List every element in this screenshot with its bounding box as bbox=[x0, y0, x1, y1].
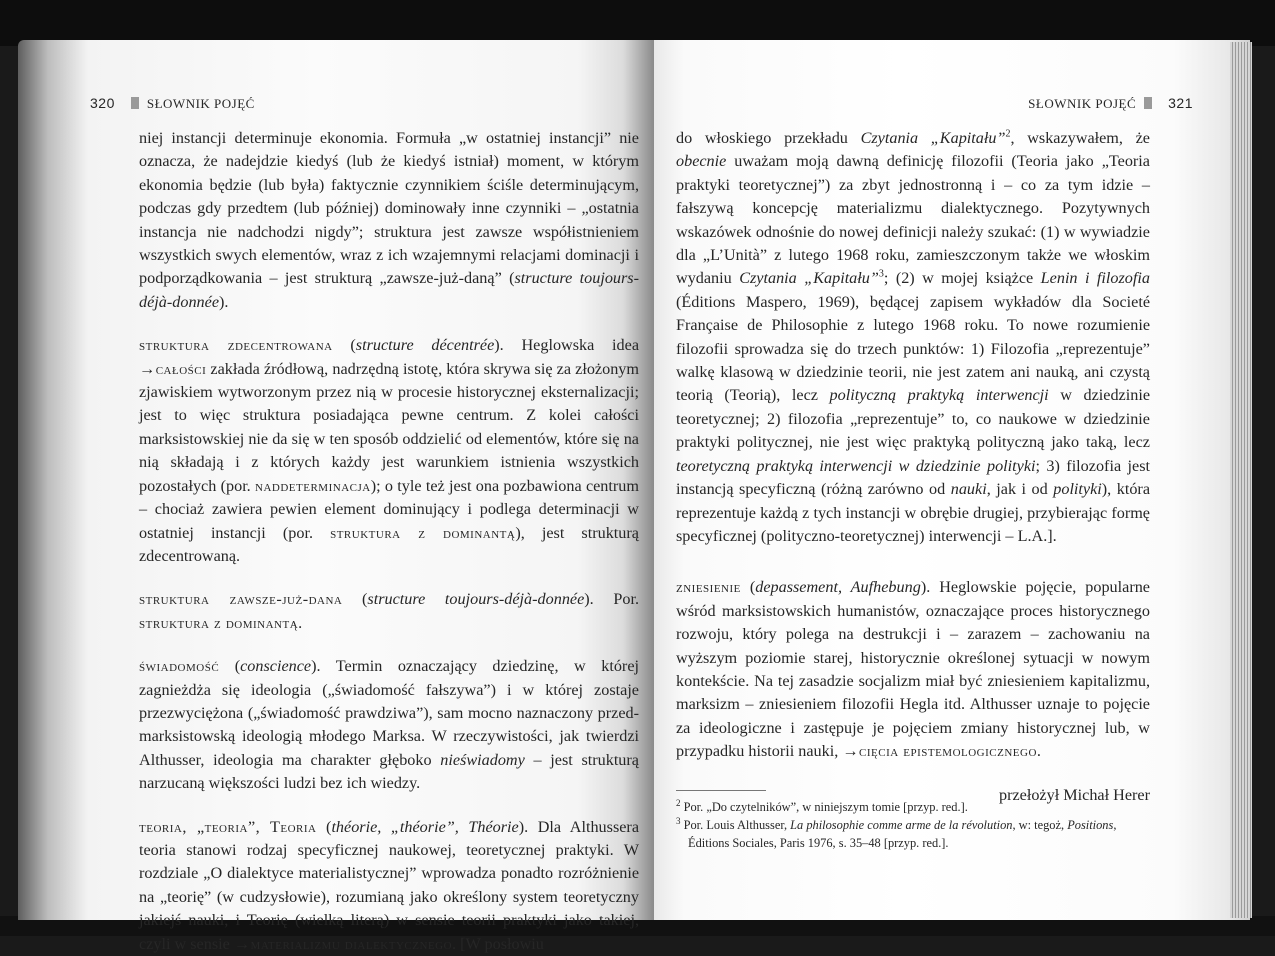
left-page bbox=[18, 40, 654, 953]
footnote-marker: 2 bbox=[1005, 128, 1011, 140]
text-run: ). bbox=[219, 292, 229, 311]
text-run: . [W posłowiu bbox=[452, 934, 544, 953]
italic-run: nieświadomy bbox=[440, 750, 525, 769]
entry-term: struktura zdecentrowana bbox=[139, 336, 333, 355]
text-run: zakłada źródłową, nadrzędną istotę, która skrywa się za złożonym zjawiskiem wytworzonym przez nią w procesie historycznej eksternalizacji; jest to więc struktura posiadająca pewne centrum. Z kolei całości marksistowskiej nie da się w ten sposób oddzielić od elementów, które się na nią składają i z których każdy jest warunkiem istnienia wszystkich pozostałych (por. bbox=[139, 359, 639, 495]
text-run: (Éditions Maspero, 1969), będącej zapisem wykładów dla Societé Française de Philosophie z lutego 1968 roku. To nowe rozumienie filozofii sprowadza się do trzech punktów: 1) Filozofia „reprezentuje” walkę klasową w dziedzinie teorii, nie jest zatem ani nauką, ani czystą teorią (Teorią), lecz bbox=[676, 292, 1150, 405]
entry-term: struktura zawsze-już-dana bbox=[139, 590, 343, 609]
italic-run: depassement, Aufhebung bbox=[755, 578, 921, 597]
italic-run: obecnie bbox=[676, 152, 727, 171]
footnote-marker: 3 bbox=[878, 269, 884, 281]
paragraph-continued bbox=[676, 127, 1150, 548]
left-text-column bbox=[139, 127, 639, 956]
entry-term: teoria, „teoria”, bbox=[139, 817, 261, 836]
entry-struktura-zawsze-juz-dana bbox=[139, 588, 639, 635]
translator-credit: przełożył Michał Herer bbox=[998, 785, 1150, 804]
italic-run: Czytania „Kapitału” bbox=[860, 129, 1006, 147]
text-run: ( bbox=[219, 657, 241, 676]
text-run: uważam moją dawną definicję filozofii (Teoria jako „Teoria praktyki teoretycznej”) za zbyt jednostronną i – co za tym idzie – fałszywą koncepcję materializmu dialektycznego. Pozytywnych wskazówek odnośnie do nowej definicji należy szukać: (1) w wywiadzie dla „L’Unità” z lutego 1968 roku, zamieszczonym także we włoskim wydaniu bbox=[676, 152, 1150, 288]
text-run: ); o tyle też jest ona pozbawiona centrum – chociaż zawiera pewien element dominujący i podlega determinacji w ostatniej instancji (por. bbox=[139, 476, 639, 542]
left-running-header bbox=[90, 95, 255, 112]
footnote-text: Por. Louis Althusser, bbox=[680, 818, 791, 832]
header-square-ornament bbox=[1144, 97, 1152, 109]
footnote-number: 3 bbox=[676, 815, 681, 826]
text-run: ( bbox=[332, 336, 356, 355]
right-page bbox=[654, 40, 1250, 920]
cross-reference: struktura z dominantą. bbox=[139, 613, 303, 632]
entry-term: Teoria bbox=[260, 817, 317, 836]
footnote-text: Por. „Do czytelników”, w niniejszym tomie [przyp. red.]. bbox=[680, 800, 968, 814]
text-run: ). Dla Althussera teoria stanowi rodzaj specyficznej naukowej, teoretycznej praktyki. W rozdziale „O dialektyce materialistycznej” wprowadza ponadto rozróżnienie na „teorię” (w cudzysłowie), rozumianą jako określony system teoretyczny jakiejś nauki, i Teorię (wielką literą) w sensie teorii praktyki jako takiej, czyli w sensie bbox=[139, 817, 640, 953]
italic-run: structure toujours-déjà-donnée bbox=[367, 590, 585, 609]
text-run: ). Heglowska idea bbox=[494, 336, 640, 355]
entry-swiadomosc bbox=[139, 655, 639, 795]
italic-run: Positions bbox=[1067, 818, 1114, 832]
entry-struktura-zdecentrowana bbox=[139, 334, 639, 568]
text-run: ( bbox=[342, 590, 368, 609]
footnotes bbox=[676, 798, 1150, 852]
header-square-ornament bbox=[131, 97, 139, 109]
italic-run: teoretyczną praktyką interwencji w dziedzinie polityki bbox=[676, 456, 1036, 475]
text-run: ). Termin oznaczający dziedzinę, w której zagnieżdża się ideologia („świadomość fałszywa”) i w której zostaje przezwyciężona („świadomość prawdziwa”), sam mocno naznaczony przed-marksistowską ideologią młodego Marksa. W rzeczywistości, jak twierdzi Althusser, ideologia ma charakter głęboko bbox=[139, 657, 639, 769]
text-run: ), która reprezentuje każdą z tych instancji w obrębie drugiej, przybierając formę specyficznej (polityczno-teoretycznej) interwencji – L.A.]. bbox=[676, 480, 1151, 545]
italic-run: structure décentrée bbox=[355, 336, 495, 355]
text-run: w dziedzinie teoretycznej; 2) filozofia „reprezentuje” to, co naukowe w dziedzinie praktyki politycznej, nie jest więc praktyką polityczną jako taką, lecz bbox=[676, 386, 1151, 452]
footnote-text: , Éditions Sociales, Paris 1976, s. 35–48 [przyp. red.]. bbox=[688, 818, 1117, 850]
right-page-number: 321 bbox=[1168, 95, 1193, 111]
cross-reference: →cięcia epistemologicznego bbox=[842, 742, 1037, 761]
cross-reference: →całości bbox=[139, 359, 207, 378]
entry-zniesienie bbox=[676, 576, 1150, 763]
left-page-number: 320 bbox=[90, 95, 115, 111]
cross-reference: naddeterminacja bbox=[255, 476, 371, 495]
text-run: niej instancji determinuje ekonomia. Formuła „w ostatniej instancji” nie oznacza, że nadejdzie kiedyś (lub że kiedyś istniał) moment, w którym ekonomia będzie (lub była) faktycznie czynnikiem ściśle determinującym, podczas gdy przedtem (lub później) dominowały inne czynniki – „ostatnia instancja nie nadchodzi nigdy”; struktura jest zawsze współistnieniem wszystkich swych elementów, wraz z ich wzajemnymi relacjami dominacji i podporządkowania – jest strukturą „zawsze-już-daną” ( bbox=[139, 129, 639, 288]
entry-term: zniesienie bbox=[676, 578, 741, 597]
italic-run: Czytania „Kapitału” bbox=[739, 269, 879, 288]
text-run: , wskazywałem, że bbox=[1010, 129, 1150, 147]
italic-run: polityki bbox=[1053, 480, 1102, 499]
italic-run: structure toujours-déjà-donnée bbox=[139, 269, 639, 311]
text-run: ), jest strukturą zdecentrowaną. bbox=[139, 523, 639, 565]
text-run: do włoskiego przekładu bbox=[676, 129, 861, 147]
footnote-text: , w: tegoż, bbox=[1012, 818, 1068, 832]
right-running-head: SŁOWNIK POJĘĆ bbox=[1028, 96, 1137, 111]
entry-term: świadomość bbox=[139, 657, 220, 676]
text-run: ). Heglowskie pojęcie, popularne wśród marksistowskich humanistów, oznaczające proces historycznego rozwoju, który polega na destrukcji i – zarazem – zachowaniu na wyższym poziomie starej, historycznie określonej sytuacji w nowym kontekście. Na tej zasadzie socjalizm miał być zniesieniem kapitalizmu, marksizm – zniesieniem filozofii Hegla itd. Althusser uznaje to pojęcie za ideologiczne i zastępuje je pojęciem zmiany historycznej lub, w przypadku historii nauki, bbox=[676, 578, 1150, 761]
italic-run: polityczną praktyką interwencji bbox=[829, 386, 1049, 405]
cross-reference: →materializmu dialektycznego bbox=[233, 934, 453, 953]
footnote-3 bbox=[676, 816, 1150, 852]
italic-run: Lenin i filozofia bbox=[1040, 269, 1150, 288]
italic-run: conscience bbox=[240, 657, 312, 676]
italic-run: La philosophie comme arme de la révolution bbox=[790, 818, 1013, 832]
italic-run: théorie, „théorie”, Théorie bbox=[331, 817, 519, 836]
text-run: ( bbox=[316, 817, 332, 836]
text-run: , jak i od bbox=[986, 480, 1054, 499]
book-page-edges bbox=[1230, 42, 1252, 918]
cross-reference: struktura z dominantą bbox=[330, 523, 516, 542]
text-run: ). Por. bbox=[584, 590, 640, 609]
footnote-2 bbox=[676, 798, 1150, 816]
italic-run: nauki bbox=[950, 480, 987, 499]
text-run: . bbox=[1036, 742, 1041, 761]
footnote-rule bbox=[676, 790, 766, 791]
text-run: ; 3) filozofia jest instancją specyficzną (różną zarówno od bbox=[676, 456, 1151, 499]
text-run: – jest strukturą narzucaną większości ludzi bez ich wiedzy. bbox=[139, 750, 639, 793]
right-text-column bbox=[676, 127, 1150, 807]
right-running-header bbox=[1028, 95, 1193, 112]
entry-teoria bbox=[139, 816, 639, 956]
text-run: ( bbox=[740, 578, 756, 597]
paragraph-continued bbox=[139, 127, 639, 314]
footnote-number: 2 bbox=[676, 797, 681, 808]
text-run: ; (2) w mojej książce bbox=[883, 269, 1041, 288]
left-running-head: SŁOWNIK POJĘĆ bbox=[146, 96, 255, 111]
